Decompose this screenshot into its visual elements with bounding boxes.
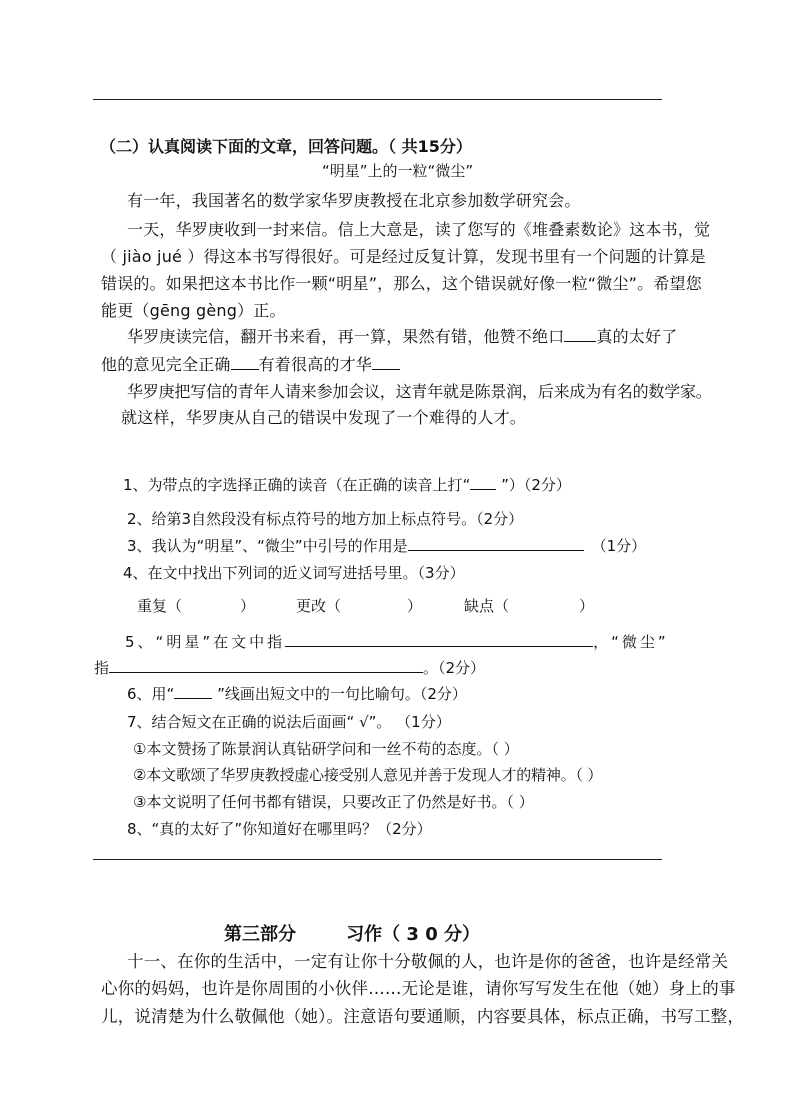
article-line-4: 错误的。如果把这本书比作一颗“明星”，那么，这个错误就好像一粒“微尘”。希望您 [101,274,702,293]
article-line-2: 一天，华罗庚收到一封来信。信上大意是，读了您写的《堆叠素数论》这本书，觉 [127,220,711,239]
q1-mark-line [470,475,496,490]
q5-answer-line-1[interactable] [285,632,593,647]
q4-close-change: ） [407,597,423,615]
q4-item-repeat [137,595,255,616]
q4-close-flaw: ） [579,597,595,615]
question-5-score: 。（2分） [423,659,486,677]
question-8: 8、“真的太好了”你知道好在哪里吗？（2分） [127,820,432,838]
question-7-option-3[interactable]: ③本文说明了任何书都有错误，只要改正了仍然是好书。（ ） [133,793,534,811]
question-3-text: 3、我认为“明星”、“微尘”中引号的作用是 [127,537,408,555]
blank-punct-2[interactable] [231,355,259,370]
part3-line-3: 儿，说清楚为什么敬佩他（她）。注意语句要通顺，内容要具体，标点正确，书写工整， [101,1007,745,1026]
article-line-7-mid: 有着很高的才华 [258,355,373,374]
question-5-text: 5、“明星”在文中指 [125,633,286,651]
article-line-5: 能更（gēng gèng）正。 [101,301,286,320]
q5-answer-line-2[interactable] [109,658,423,673]
article-line-3: （ jiào jué ）得这本书写得很好。可是经过反复计算，发现书里有一个问题的计算是 [101,247,706,266]
article-line-6-text: 华罗庚读完信，翻开书来看，再一算，果然有错，他赞不绝口 [127,327,565,346]
part3-line-1: 十一、在你的生活中，一定有让你十分敬佩的人，也许是你的爸爸，也许是经常关 [127,952,729,971]
article-line-1: 有一年，我国著名的数学家华罗庚教授在北京参加数学研究会。 [127,191,581,210]
article-title: “明星”上的一粒“微尘” [322,162,474,180]
question-5 [125,631,669,652]
q4-item-flaw [464,595,594,616]
question-5-mid: ，“微尘” [593,633,669,651]
bottom-divider [93,859,662,860]
article-line-6 [127,324,677,347]
question-6-end: ”线画出短文中的一句比喻句。（2分） [212,685,467,703]
blank-punct-3[interactable] [372,355,400,370]
article-line-9: 就这样，华罗庚从自己的错误中发现了一个难得的人才。 [121,408,527,427]
q4-label-change: 更改（ [296,597,342,615]
question-5-cont [94,657,485,678]
q4-close-repeat: ） [240,597,256,615]
part3-line-2: 心你的妈妈，也许是你周围的小伙伴……无论是谁，请你写写发生在他（她）身上的事 [101,979,736,998]
q4-item-change [296,595,422,616]
part3-title: 第三部分 习作（ 3 0 分） [224,924,480,945]
q4-label-repeat: 重复（ [137,597,183,615]
blank-punct-1[interactable] [564,327,596,342]
q4-label-flaw: 缺点（ [464,597,510,615]
article-line-8: 华罗庚把写信的青年人请来参加会议，这青年就是陈景润，后来成为有名的数学家。 [127,382,712,401]
question-3-score: （1分） [591,537,647,555]
question-7-option-2[interactable]: ②本文歌颂了华罗庚教授虚心接受别人意见并善于发现人才的精神。（ ） [133,766,603,784]
question-5-prefix: 指 [94,659,110,677]
question-4: 4、在文中找出下列词的近义词写进括号里。（3分） [123,564,465,582]
question-2: 2、给第3自然段没有标点符号的地方加上标点符号。（2分） [127,510,524,528]
section-header: （二）认真阅读下面的文章，回答问题。（ 共15分） [100,137,472,156]
question-6 [127,683,467,704]
q6-mark-line [174,684,212,699]
q3-answer-line[interactable] [408,536,584,551]
question-1-end: ”）（2分） [496,476,571,494]
question-7: 7、结合短文在正确的说法后面画“ √”。 （1分） [127,713,451,731]
top-divider [93,99,662,100]
article-line-7 [101,352,400,375]
question-1 [123,474,571,495]
question-6-text: 6、用“ [127,685,175,703]
article-line-7-text: 他的意见完全正确 [101,355,231,374]
question-7-option-1[interactable]: ①本文赞扬了陈景润认真钻研学问和一丝不苟的态度。（ ） [133,740,519,758]
question-1-text: 1、为带点的字选择正确的读音（在正确的读音上打“ [123,476,471,494]
article-line-6-end: 真的太好了 [596,327,678,346]
question-3 [127,535,646,556]
